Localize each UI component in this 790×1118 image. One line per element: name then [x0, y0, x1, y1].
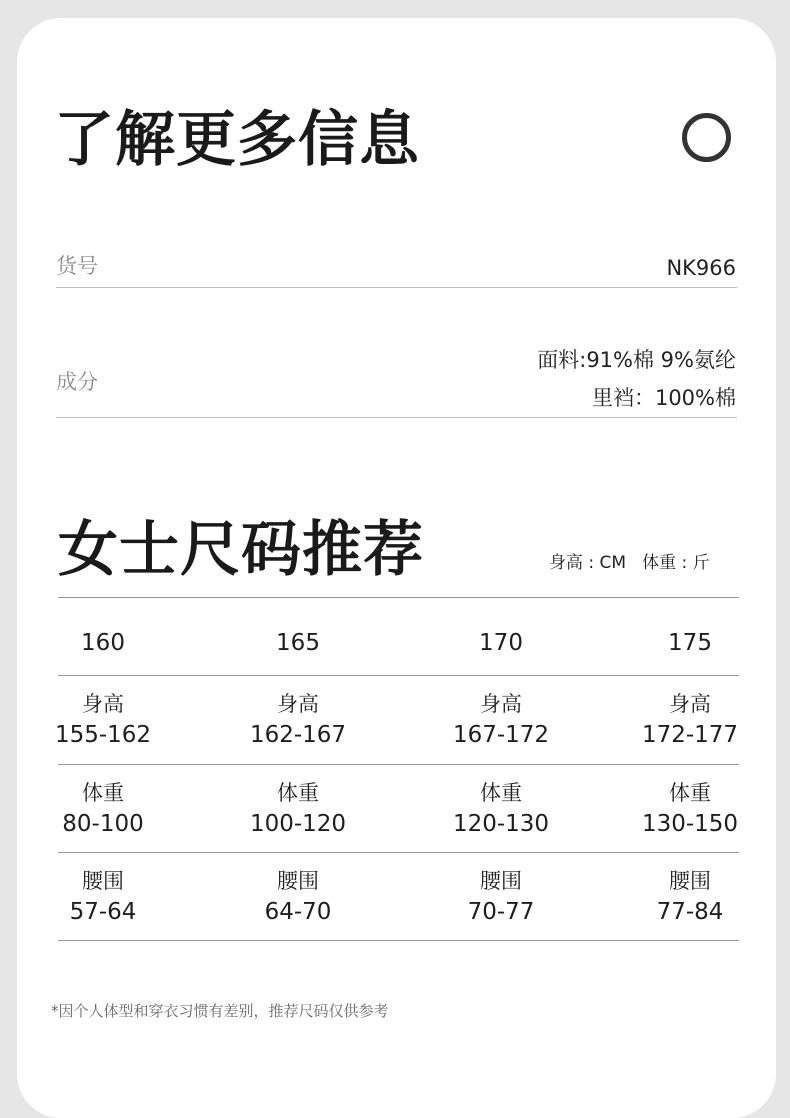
divider — [56, 417, 737, 418]
size-165-header: 165 — [276, 630, 320, 656]
waist-label: 腰围 — [277, 869, 319, 893]
composition-label: 成分 — [56, 370, 98, 394]
waist-label: 腰围 — [669, 869, 711, 893]
weight-unit: 体重 : 斤 — [642, 553, 710, 573]
size-175-header: 175 — [668, 630, 712, 656]
item-number-value: NK966 — [666, 256, 736, 280]
waist-value: 64-70 — [264, 899, 332, 925]
table-rule — [58, 852, 739, 853]
height-unit: 身高 : CM — [549, 553, 627, 573]
table-rule — [58, 940, 739, 941]
composition-fabric: 面料:91%棉 9%氨纶 — [537, 348, 736, 372]
height-label: 身高 — [669, 692, 711, 716]
table-rule — [58, 597, 739, 598]
waist-label: 腰围 — [480, 869, 522, 893]
weight-value: 100-120 — [249, 811, 347, 837]
weight-label: 体重 — [669, 781, 711, 805]
info-title: 了解更多信息 — [54, 105, 420, 175]
height-label: 身高 — [82, 692, 124, 716]
footnote: *因个人体型和穿衣习惯有差别，推荐尺码仅供参考 — [51, 1002, 389, 1020]
item-number-label: 货号 — [56, 254, 98, 278]
table-rule — [58, 675, 739, 676]
size-170-header: 170 — [479, 630, 523, 656]
height-value: 162-167 — [249, 722, 347, 748]
table-rule — [58, 764, 739, 765]
height-label: 身高 — [277, 692, 319, 716]
weight-value: 80-100 — [62, 811, 144, 837]
waist-value: 57-64 — [69, 899, 137, 925]
composition-lining: 里裆：100%棉 — [591, 386, 736, 410]
height-value: 155-162 — [54, 722, 152, 748]
weight-label: 体重 — [277, 781, 319, 805]
circle-outline-icon[interactable] — [682, 113, 731, 162]
weight-label: 体重 — [480, 781, 522, 805]
waist-value: 70-77 — [467, 899, 535, 925]
waist-value: 77-84 — [656, 899, 724, 925]
waist-label: 腰围 — [82, 869, 124, 893]
unit-note — [549, 552, 710, 574]
size-160-header: 160 — [81, 630, 125, 656]
height-value: 172-177 — [641, 722, 739, 748]
size-guide-title: 女士尺码推荐 — [58, 515, 424, 585]
weight-value: 120-130 — [452, 811, 550, 837]
weight-label: 体重 — [82, 781, 124, 805]
height-label: 身高 — [480, 692, 522, 716]
weight-value: 130-150 — [641, 811, 739, 837]
divider — [56, 287, 737, 288]
height-value: 167-172 — [452, 722, 550, 748]
